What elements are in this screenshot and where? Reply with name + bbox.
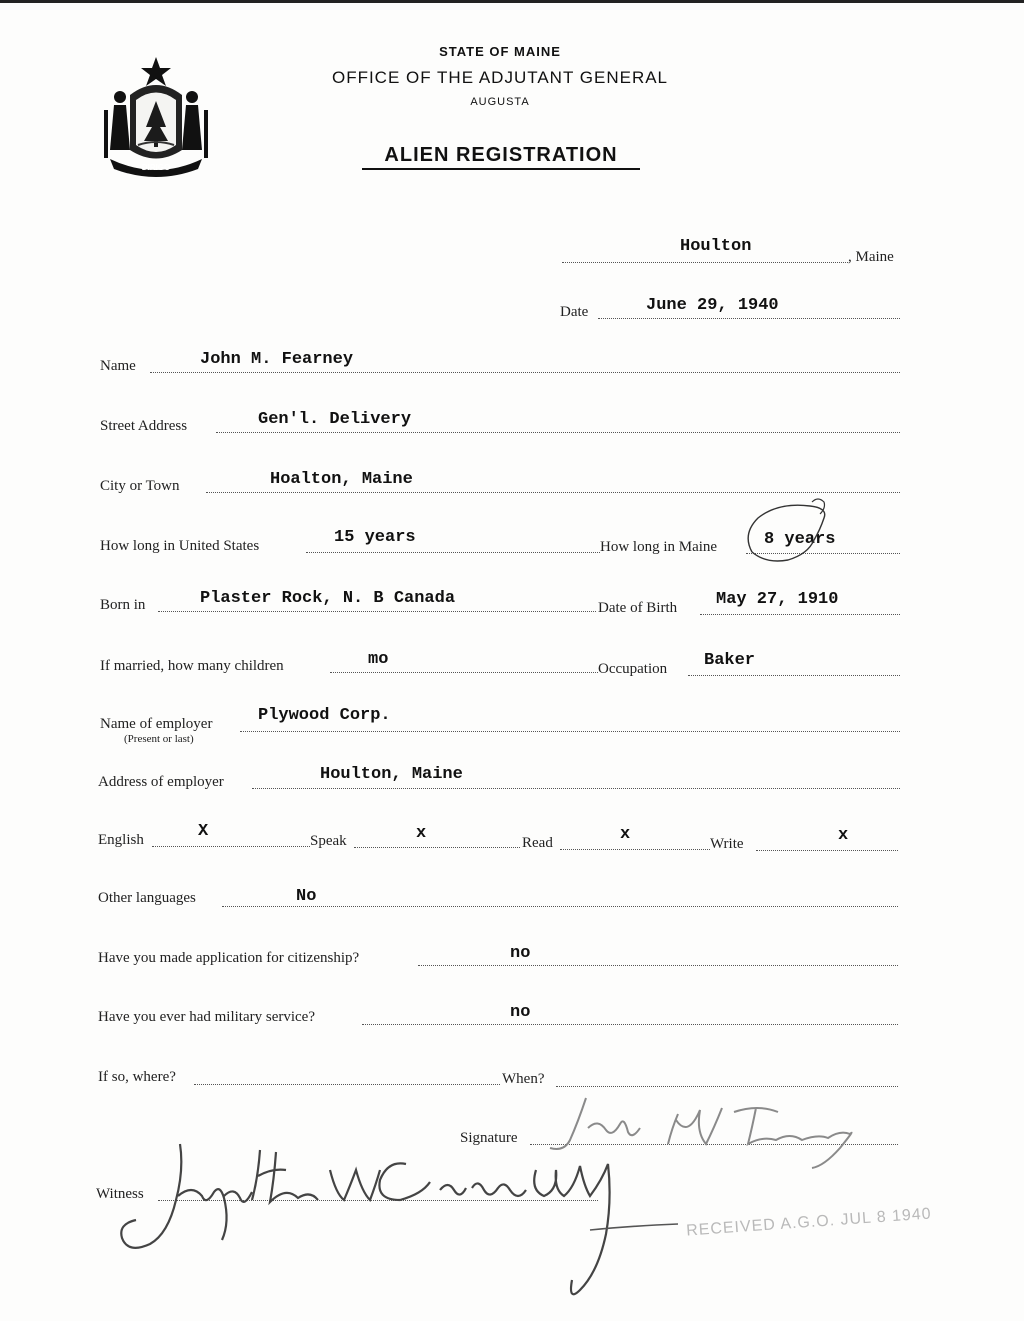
circle-mark-icon [740,494,860,574]
born-label: Born in [100,597,146,613]
witness-label: Witness [96,1186,144,1202]
citizenship-line [418,965,898,966]
place-suffix: , Maine [848,249,894,265]
born-line [158,611,596,612]
born-value: Plaster Rock, N. B Canada [200,589,456,608]
military-value: no [510,1003,531,1022]
us-duration-value: 15 years [334,528,416,547]
street-value: Gen'l. Delivery [258,410,412,429]
scan-top-edge [0,0,1024,3]
city-value: Hoalton, Maine [270,470,413,489]
place-line [562,262,848,263]
employer-value: Plywood Corp. [258,706,391,725]
children-label: If married, how many children [100,658,284,674]
military-label: Have you ever had military service? [98,1009,315,1025]
date-label: Date [560,304,589,320]
speak-line [354,847,520,848]
when-label: When? [502,1071,545,1087]
english-line [152,846,310,847]
employer-line [240,731,900,732]
date-line [598,318,900,319]
speak-value: x [416,824,427,843]
read-line [560,849,710,850]
where-label: If so, where? [98,1069,176,1085]
us-duration-label: How long in United States [100,538,260,554]
name-label: Name [100,358,136,374]
svg-text:DIRIGO: DIRIGO [141,163,171,172]
english-label: English [98,832,144,848]
street-line [216,432,900,433]
speak-label: Speak [310,833,347,849]
write-line [756,850,898,851]
dob-value: May 27, 1910 [716,590,839,609]
date-value: June 29, 1940 [646,296,779,315]
name-line [150,372,900,373]
employer-address-line [252,788,900,789]
employer-address-label: Address of employer [98,774,224,790]
write-value: x [838,826,849,845]
signature-label: Signature [460,1130,518,1146]
us-duration-line [306,552,600,553]
received-stamp: RECEIVED A.G.O. JUL 8 1940 [685,1205,933,1240]
street-label: Street Address [100,418,188,434]
name-value: John M. Fearney [200,350,354,369]
citizenship-label: Have you made application for citizenship? [98,950,360,966]
children-line [330,672,598,673]
employer-sublabel: (Present or last) [124,733,194,745]
header-office: OFFICE OF THE ADJUTANT GENERAL [331,68,669,87]
english-value: X [198,822,209,841]
city-line [206,492,900,493]
other-languages-label: Other languages [98,890,196,906]
header-city: AUGUSTA [470,96,530,108]
read-value: x [620,825,631,844]
where-line [194,1084,500,1085]
when-line [556,1086,898,1087]
witness-signature [110,1130,690,1310]
other-languages-line [222,906,898,907]
maine-duration-label: How long in Maine [600,539,718,555]
maine-duration-value: 8 years [764,530,836,549]
employer-label: Name of employer [100,716,213,732]
military-line [362,1024,898,1025]
form-title: ALIEN REGISTRATION [362,144,640,170]
employer-address-value: Houlton, Maine [320,765,463,784]
place-value: Houlton [680,237,752,256]
occupation-line [688,675,900,676]
occupation-value: Baker [704,651,756,670]
dob-line [700,614,900,615]
state-of-maine-seal-icon [100,55,212,180]
read-label: Read [522,835,553,851]
children-value: mo [368,650,389,669]
city-label: City or Town [100,478,180,494]
citizenship-value: no [510,944,531,963]
header-state: STATE OF MAINE [439,44,561,59]
other-languages-value: No [296,887,317,906]
write-label: Write [710,836,744,852]
occupation-label: Occupation [598,661,668,677]
dob-label: Date of Birth [598,600,678,616]
